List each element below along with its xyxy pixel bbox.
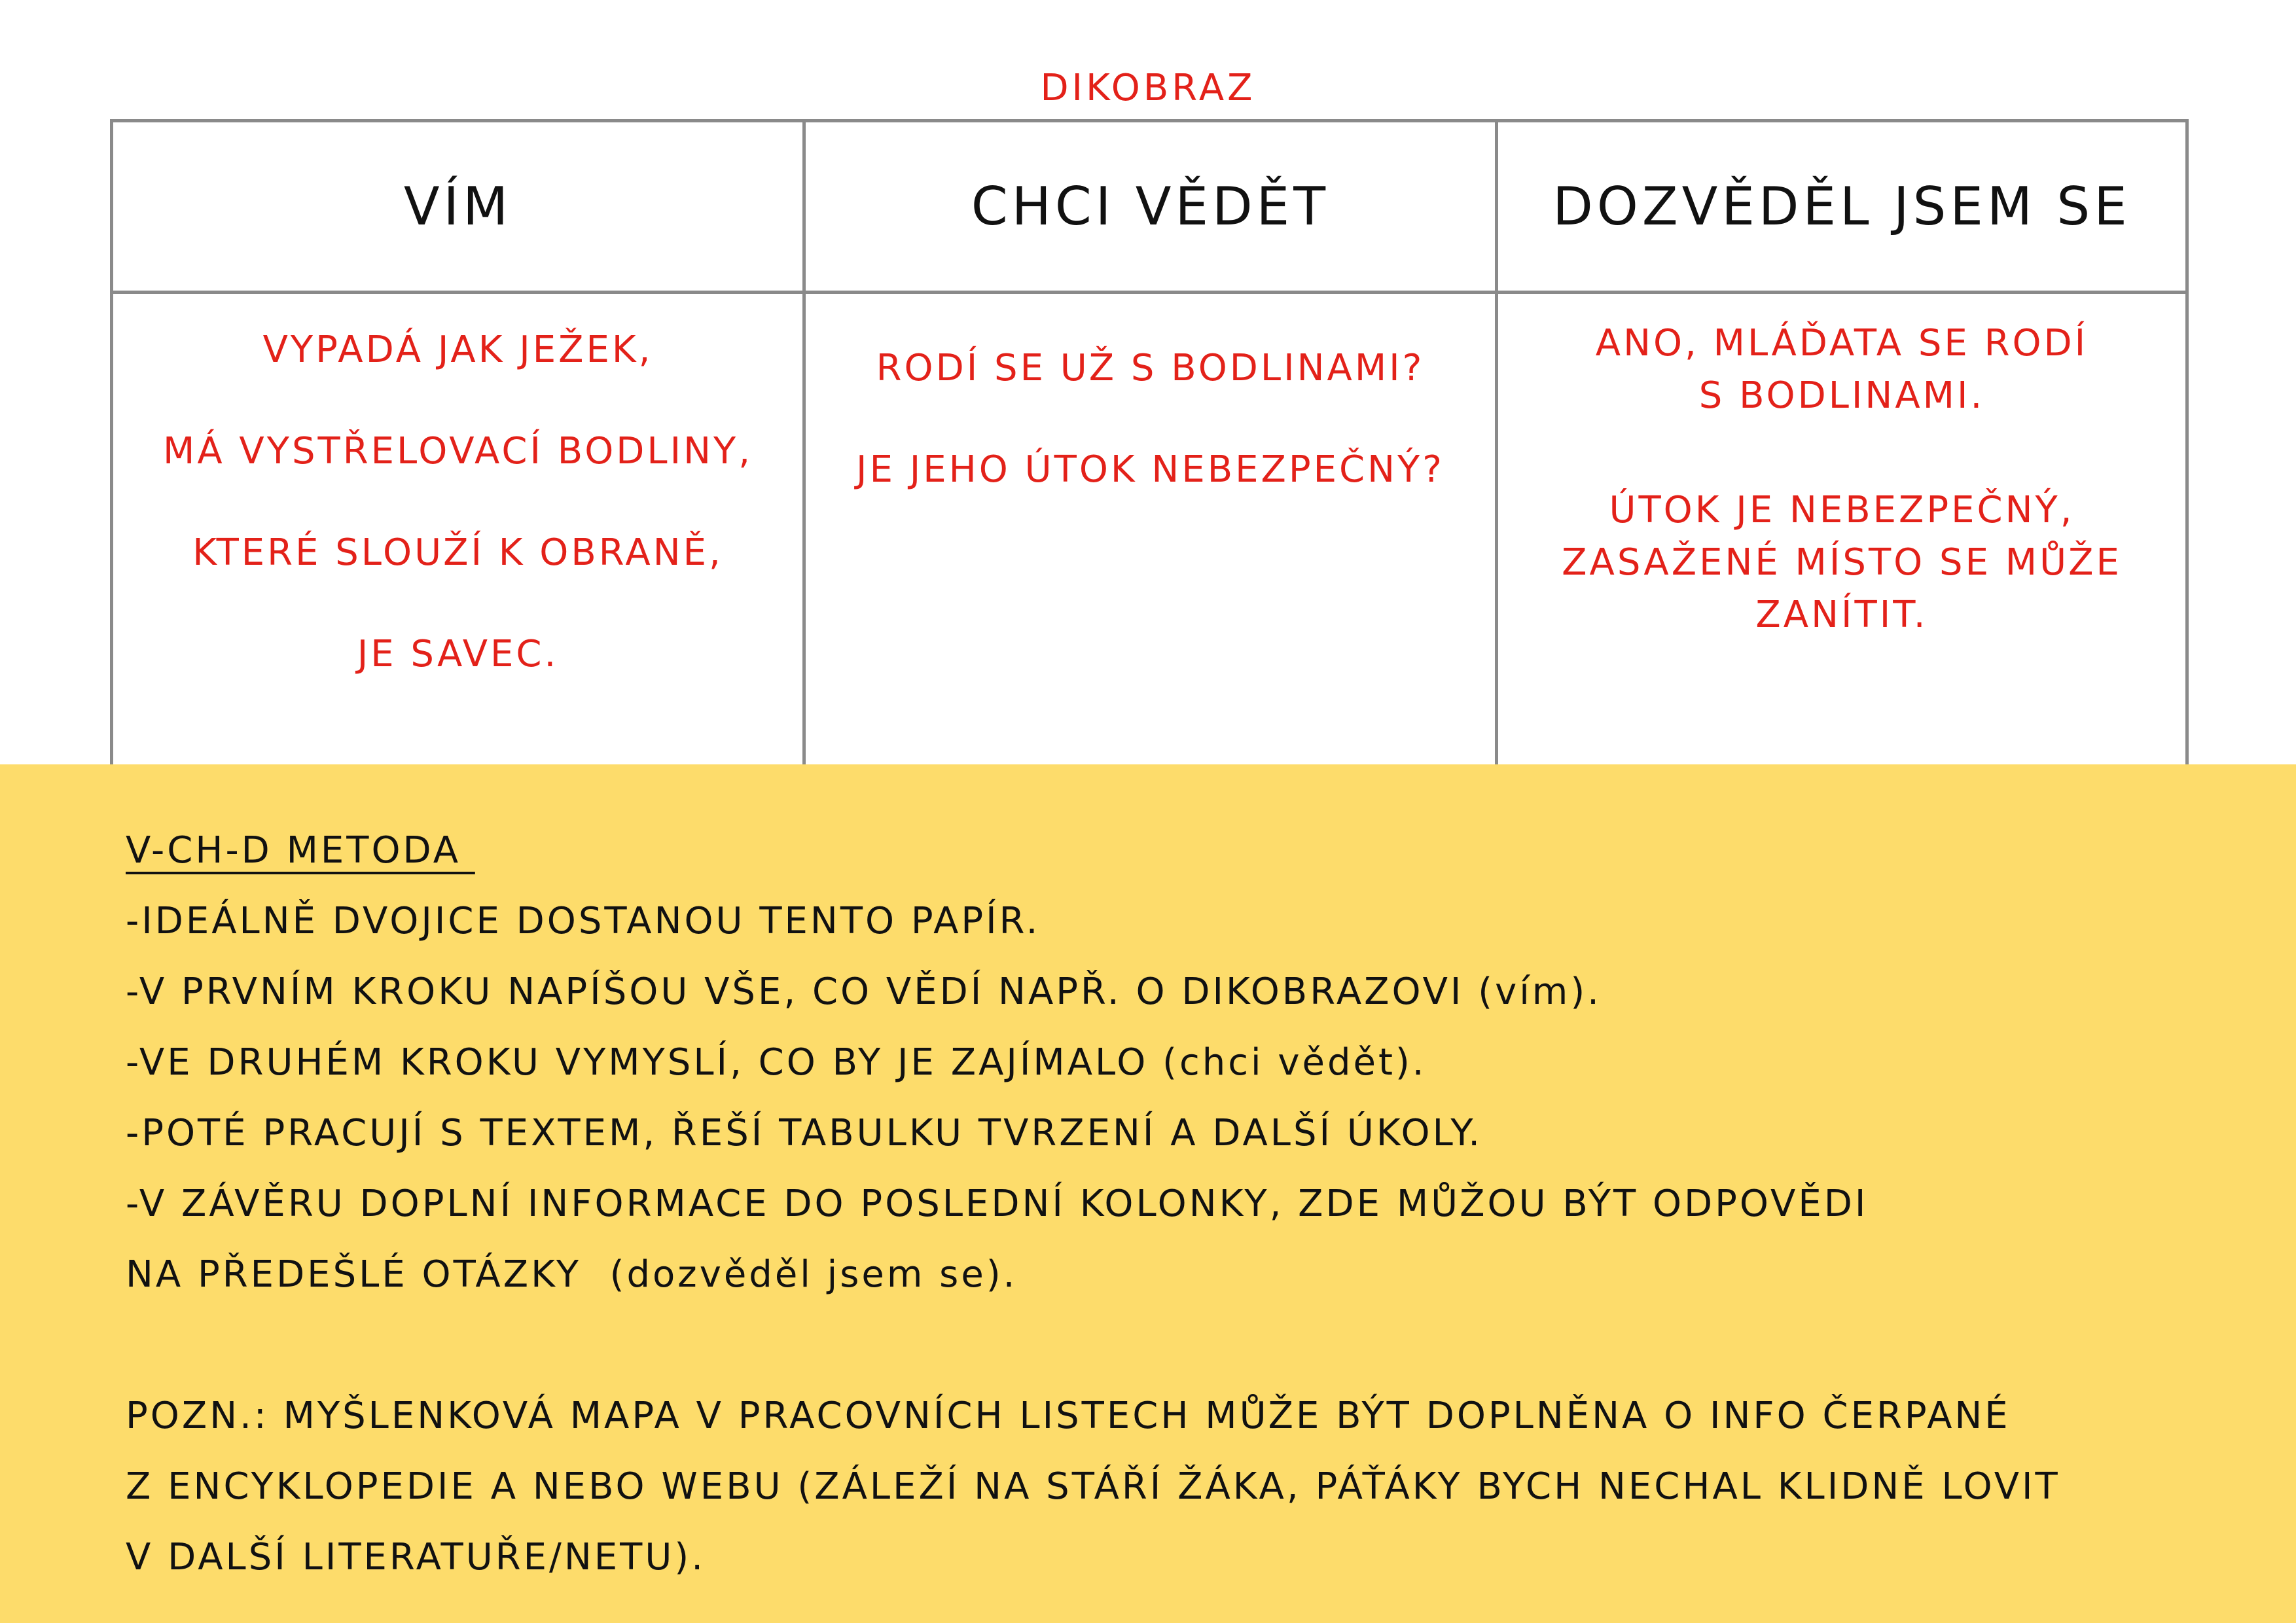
method-step: -V ZÁVĚRU DOPLNÍ INFORMACE DO POSLEDNÍ KOLONKY, ZDE MŮŽOU BÝT ODPOVĚDI: [126, 1183, 1869, 1225]
chci-vedet-content: [856, 294, 1444, 520]
body-cell-chci-vedet: [802, 291, 1495, 764]
body-cell-vim: [110, 291, 802, 764]
dozvedel-line: S BODLINAMI.: [1698, 374, 1985, 417]
vim-content: [163, 294, 753, 705]
method-heading: V-CH-D METODA: [126, 829, 475, 872]
header-cell-dozvedel: [1495, 119, 2189, 291]
dozvedel-answer-1: [1562, 317, 2122, 422]
header-vim: VÍM: [403, 176, 512, 237]
chci-vedet-line: RODÍ SE UŽ S BODLINAMI?: [876, 347, 1425, 389]
header-cell-chci-vedet: [802, 119, 1495, 291]
vim-line: KTERÉ SLOUŽÍ K OBRANĚ,: [192, 531, 723, 574]
dozvedel-line: ZANÍTIT.: [1755, 594, 1928, 636]
note-line: Z ENCYKLOPEDIE A NEBO WEBU (ZÁLEŽÍ NA STÁŘÍ ŽÁKA, PÁŤÁKY BYCH NECHAL KLIDNĚ LOVIT: [126, 1465, 2060, 1508]
vim-line: MÁ VYSTŘELOVACÍ BODLINY,: [163, 430, 753, 473]
chci-vedet-line: JE JEHO ÚTOK NEBEZPEČNÝ?: [856, 448, 1444, 491]
dozvedel-line: ÚTOK JE NEBEZPEČNÝ,: [1609, 489, 2075, 531]
header-chci-vedet: CHCI VĚDĚT: [971, 176, 1330, 237]
method-step: -IDEÁLNĚ DVOJICE DOSTANOU TENTO PAPÍR.: [126, 900, 1041, 942]
method-step: -VE DRUHÉM KROKU VYMYSLÍ, CO BY JE ZAJÍMALO (chci vědět).: [126, 1041, 1427, 1084]
body-cell-dozvedel: [1495, 291, 2189, 764]
vchd-table: [110, 119, 2189, 764]
dozvedel-answer-2: [1562, 484, 2122, 641]
vim-line: JE SAVEC.: [357, 633, 559, 675]
header-dozvedel: DOZVĚDĚL JSEM SE: [1552, 176, 2131, 237]
method-step: -POTÉ PRACUJÍ S TEXTEM, ŘEŠÍ TABULKU TVRZENÍ A DALŠÍ ÚKOLY.: [126, 1112, 1483, 1154]
note-line: POZN.: MYŠLENKOVÁ MAPA V PRACOVNÍCH LISTECH MŮŽE BÝT DOPLNĚNA O INFO ČERPANÉ: [126, 1395, 2011, 1437]
dozvedel-line: ZASAŽENÉ MÍSTO SE MŮŽE: [1562, 541, 2122, 584]
method-description: [126, 815, 2220, 1593]
method-step: NA PŘEDEŠLÉ OTÁZKY (dozvěděl jsem se).: [126, 1253, 1018, 1296]
page-title: DIKOBRAZ: [1040, 67, 1256, 109]
note-line: V DALŠÍ LITERATUŘE/NETU).: [126, 1536, 706, 1578]
method-step: -V PRVNÍM KROKU NAPÍŠOU VŠE, CO VĚDÍ NAPŘ. O DIKOBRAZOVI (vím).: [126, 971, 1602, 1013]
dozvedel-content: [1562, 294, 2122, 641]
header-cell-vim: [110, 119, 802, 291]
dozvedel-line: ANO, MLÁĎATA SE RODÍ: [1595, 322, 2089, 365]
vim-line: VYPADÁ JAK JEŽEK,: [262, 329, 653, 371]
